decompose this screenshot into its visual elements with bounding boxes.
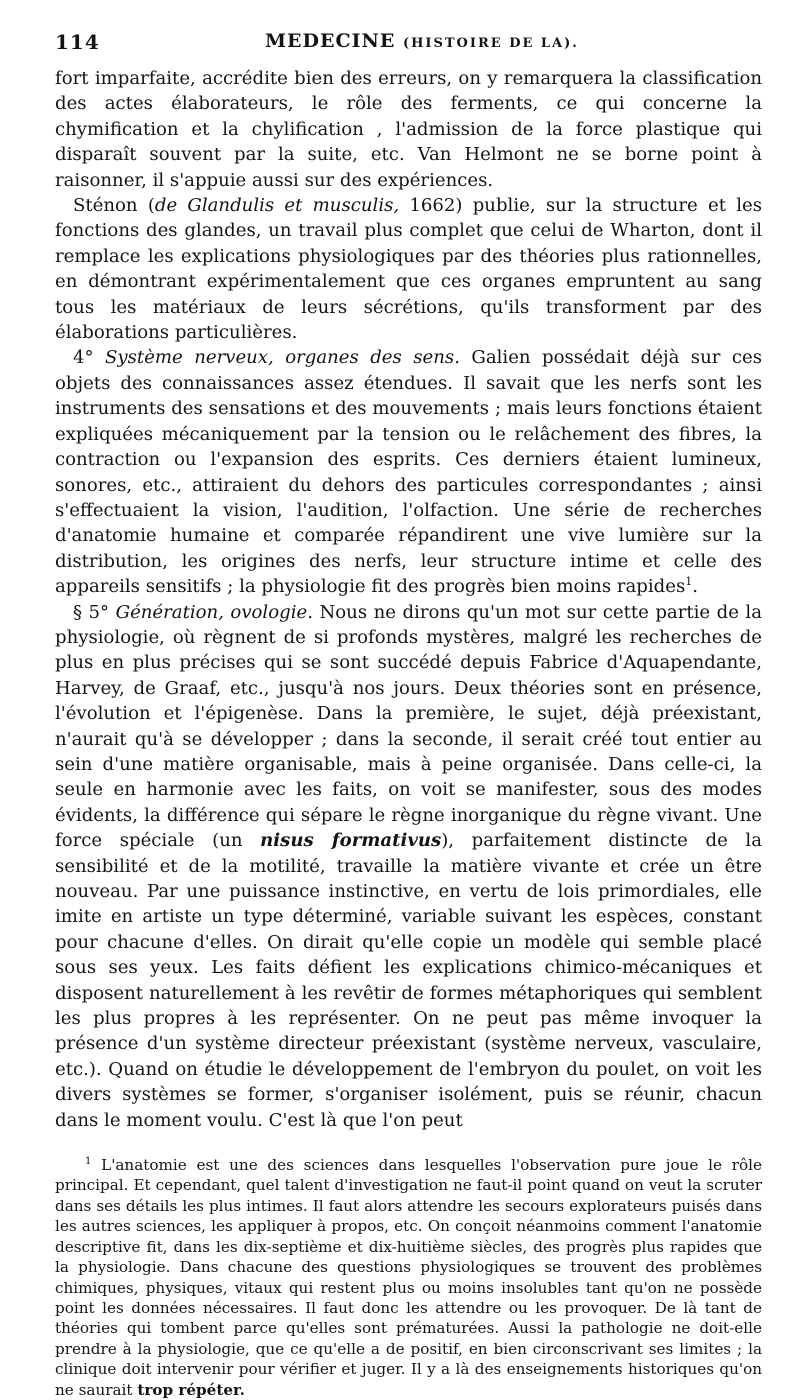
paragraph-stenon-lead: Sténon (	[73, 195, 155, 217]
footnote-reference: 1	[685, 575, 693, 589]
main-text	[55, 66, 762, 1133]
paragraph-1	[55, 66, 762, 193]
paragraph-1-text: fort imparfaite, accrédite bien des erreurs, on y remarquera la classification des actes élaborateurs, le rôle des ferments, ce qui concerne la chymification et la chylification , l'admission de la force plastique qui disparaît souvent par la suite, etc. Van Helmont ne se borne point à raisonner, il s'appuie aussi sur des expériences.	[55, 68, 762, 191]
footnote-text-bold: trop répéter.	[137, 1380, 245, 1399]
paragraph-generation-text: Nous ne dirons qu'un mot sur cette partie de la physiologie, où règnent de si profonds mystères, malgré les recherches de plus en plus précises qui se sont succédé depuis Fabrice d'Aquapendante, Harvey, de Graaf, etc., jusqu'à nos jours. Deux théories sont en présence, l'évolution et l'épigenèse. Dans la première, le sujet, déjà préexistant, n'aurait qu'à se développer ; dans la seconde, il serait créé tout entier au sein d'une matière organisable, mais à peine organisée. Dans celle-ci, la seule en harmonie avec les faits, on voit se manifester, sous des modes évidents, la différence qui sépare le règne inorganique du règne vivant. Une force spéciale (un	[55, 601, 762, 852]
section-number-4: 4°	[73, 347, 94, 369]
footnote-text: L'anatomie est une des sciences dans lesquelles l'observation pure joue le rôle principal. Et cependant, quel talent d'investigation ne faut-il point quand on veut la scruter dans ses détails les plus intimes. Il faut alors attendre les secours explorateurs puisés dans les autres sciences, les appliquer à propos, etc. On conçoit néanmoins comment l'anatomie descriptive fit, dans les dix-septième et dix-huitième siècles, des progrès plus rapides que la physiologie. Dans chacune des questions physiologiques se trouvent des problèmes chimiques, physiques, vitaux qui restent plus ou moins insolubles tant qu'on ne possède point les données nécessaires. Il faut donc les attendre ou les provoquer. De là tant de théories qui tombent parce qu'elles sont prématurées. Aussi la pathologie ne doit-elle prendre à la physiologie, que ce qu'elle a de positif, en bien circonscrivant ses limites ; la clinique doit intervenir pour vérifier et juger. Il y a là des enseignements historiques qu'on ne saurait	[55, 1156, 762, 1399]
paragraph-stenon-text: 1662) publie, sur la structure et les fonctions des glandes, un travail plus complet que celui de Wharton, dont il remplace les explications physiologiques par des théories plus rationnelles, en démontrant expérimentalement que ces organes empruntent au sang tous les matériaux de leurs sécrétions, qu'ils transforment par des élaborations particulières.	[55, 195, 762, 344]
paragraph-generation	[55, 600, 762, 1134]
section-number-5: § 5°	[73, 601, 110, 623]
running-title-main: MEDECINE	[265, 30, 396, 52]
section-heading-systeme-nerveux: Système nerveux, organes des sens.	[105, 347, 460, 369]
page-number: 114	[55, 30, 100, 54]
nisus-formativus-term: nisus formativus	[260, 830, 442, 852]
footnotes	[55, 1155, 762, 1400]
footnote-marker: 1	[85, 1156, 92, 1167]
paragraph-stenon	[55, 193, 762, 345]
section-heading-generation: Génération, ovologie.	[115, 601, 313, 623]
running-title	[265, 30, 579, 52]
paragraph-end-period: .	[692, 576, 698, 598]
paragraph-systeme-nerveux	[55, 345, 762, 599]
running-header	[55, 30, 762, 66]
footnote-1	[55, 1155, 762, 1400]
paragraph-systeme-nerveux-text: Galien possédait déjà sur ces objets des connaissances assez étendues. Il savait que les nerfs sont les instruments des sensations et des mouvements ; mais leurs fonctions étaient expliquées mécaniquement par la tension ou le relâchement des fibres, la contraction ou l'expansion des esprits. Ces derniers étaient lumineux, sonores, etc., attiraient du dehors des particules correspondantes ; ainsi s'effectuaient la vision, l'audition, l'olfaction. Une série de recherches d'anatomie humaine et comparée répandirent une vive lumière sur la distribution, les origines des nerfs, leur structure intime et celle des appareils sensitifs ; la physiologie fit des progrès bien moins rapides	[55, 347, 762, 598]
paragraph-generation-text-cont: ), parfaitement distincte de la sensibilité et de la motilité, travaille la matière vivante et crée un être nouveau. Par une puissance instinctive, en vertu de lois primordiales, elle imite en artiste un type déterminé, variable suivant les espèces, constant pour chacune d'elles. On dirait qu'elle copie un modèle qui semble placé sous ses yeux. Les faits défient les explications chimico-mécaniques et disposent naturellement à les revêtir de formes métaphoriques qui semblent les plus propres à les représenter. On ne peut pas même invoquer la présence d'un système directeur préexistant (système nerveux, vasculaire, etc.). Quand on étudie le développement de l'embryon du poulet, on voit les divers systèmes se former, s'organiser isolément, puis se réunir, chacun dans le moment voulu. C'est là que l'on peut	[55, 830, 762, 1131]
work-title-italic: de Glandulis et musculis,	[154, 195, 400, 217]
running-title-small: (HISTOIRE DE LA).	[402, 36, 579, 51]
